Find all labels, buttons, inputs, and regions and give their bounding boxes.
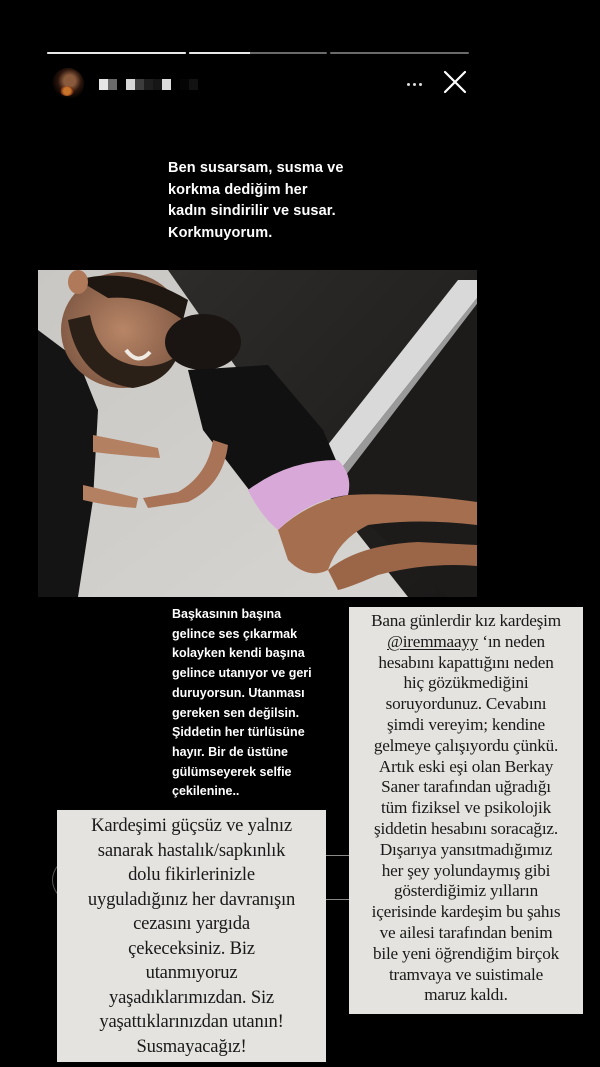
caption-line: gereken sen değilsin. (172, 705, 300, 720)
text-line: Artık eski eşi olan Berkay (378, 756, 554, 776)
text-line: hiç gözükmediğini (403, 673, 529, 693)
text-line: Bana günlerdir kız kardeşim (371, 611, 561, 630)
connector-line (326, 899, 349, 900)
caption-line: duruyorsun. Utanması (172, 685, 305, 700)
text-line: Dışarıya yansıtmadığımız (379, 839, 553, 859)
progress-segment-2 (189, 52, 328, 54)
text-line: soruyordunuz. Cevabını (385, 694, 547, 714)
caption-line: Korkmuyorum. (168, 224, 273, 241)
avatar[interactable] (52, 68, 84, 100)
close-x-icon (442, 69, 468, 95)
text-line: @iremmaayy ‘ın neden (387, 631, 545, 651)
caption-line: kolayken kendi başına (172, 646, 305, 661)
text-line: yaşattıklarınızdan utanın! (99, 1011, 284, 1032)
text-line: Saner tarafından uğradığı (381, 777, 551, 797)
text-line: yaşadıklarımızdan. Siz (109, 986, 274, 1008)
username-censored[interactable] (99, 78, 198, 90)
caption-line: Ben susarsam, susma ve (168, 160, 344, 176)
caption-line: gelince ses çıkarmak (172, 626, 298, 641)
caption-line: kadın sindirilir ve susar. (168, 203, 336, 219)
text-line: her şey yolundaymış gibi (381, 860, 551, 880)
progress-segment-1 (47, 52, 186, 54)
text-line: dolu fikirlerinizle (128, 864, 255, 885)
caption-line: çekilenine.. (172, 784, 240, 799)
caption-top (168, 158, 388, 244)
text-line: çekeceksiniz. Biz (128, 937, 255, 959)
text-line: Susmayacağız! (136, 1035, 247, 1057)
caption-line: Başkasının başına (172, 607, 282, 621)
text-line: hesabını kapattığını neden (378, 652, 554, 672)
text-line: tramvaya ve suistimale (388, 964, 544, 984)
story-progress-bar (47, 52, 469, 55)
text-line: cezasını yargıda (133, 913, 250, 934)
caption-line: gelince utanıyor ve geri (172, 666, 312, 681)
caption-line: korkma dediğim her (168, 181, 308, 198)
text-line: bile yeni öğrendiğim birçok (372, 943, 559, 963)
caption-middle (172, 605, 347, 802)
text-line: sanarak hastalık/sapkınlık (97, 839, 286, 861)
text-line: şimdi vereyim; kendine (387, 714, 545, 734)
caption-line: Şiddetin her türlüsüne (172, 725, 305, 740)
text-box-right (349, 607, 583, 1014)
text-line: tüm fiziksel ve psikolojik (381, 798, 551, 818)
text-line: Kardeşimi güçsüz ve yalnız (91, 815, 292, 836)
text-line: maruz kaldı. (424, 985, 508, 1005)
text-line: ve ailesi tarafından benim (379, 922, 553, 942)
progress-segment-3 (330, 52, 469, 54)
more-options-button[interactable] (404, 78, 424, 90)
mention-link[interactable]: @iremmaayy (387, 631, 479, 651)
text-line: şiddetin hesabını soracağız. (374, 818, 558, 838)
text-box-left (57, 810, 326, 1062)
text-line: uyguladığınız her davranışın (87, 888, 296, 910)
caption-line: gülümseyerek selfie (172, 764, 292, 779)
text-line: içerisinde kardeşim bu şahıs (371, 902, 561, 922)
caption-line: hayır. Bir de üstüne (172, 744, 289, 759)
close-button[interactable] (442, 69, 468, 95)
text-line: gelmeye çalışıyordu çünkü. (373, 735, 559, 755)
ellipsis-icon (407, 83, 410, 86)
connector-line (326, 855, 349, 856)
text-line: gösterdiğimiz yılların (393, 881, 539, 901)
story-photo (38, 270, 477, 597)
text-line: utanmıyoruz (145, 962, 238, 983)
